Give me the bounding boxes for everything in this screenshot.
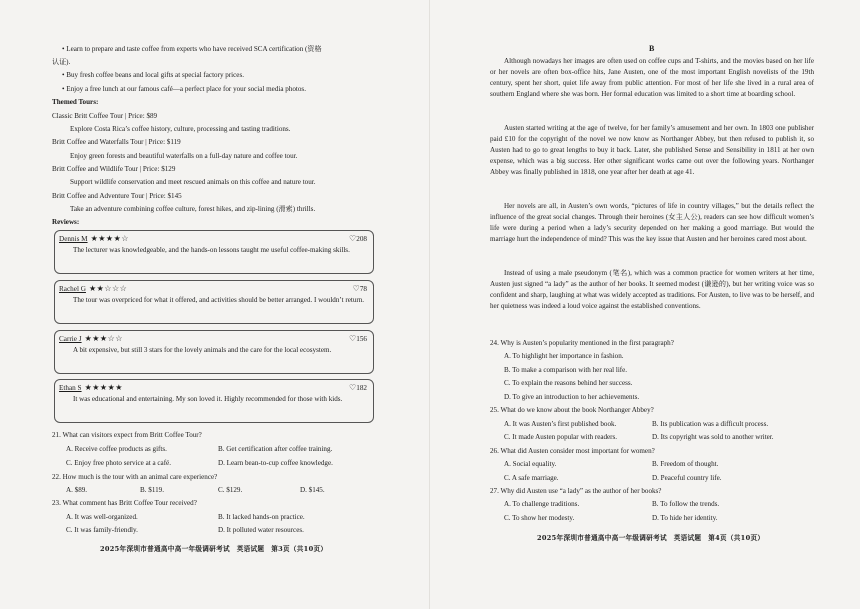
answer-option: B. $119.: [140, 486, 164, 494]
heart-icon: ♡: [349, 234, 357, 243]
answer-option: D. Learn bean-to-cup coffee knowledge.: [218, 459, 333, 467]
passage-paragraph: Instead of using a male pseudonym (笔名), which was a common practice for women writers at her time, Austen just signed “a lady” as the author of her books. It seemed modest (谦逊的), but her writing voice was so confident and sharp, laughing at what was widely accepted as traditions. For Austen, to live was to be herself, and her quietness was indeed a loud voice against the established conventions.: [490, 269, 814, 311]
answer-option: A. To highlight her importance in fashion.: [504, 352, 624, 360]
tour-title: Britt Coffee and Waterfalls Tour | Price: $119: [52, 138, 181, 146]
answer-option: C. It made Austen popular with readers.: [504, 433, 618, 441]
star-rating-icon: ★★★★☆: [90, 234, 129, 243]
answer-option: D. $145.: [300, 486, 325, 494]
like-count: 182: [356, 384, 367, 392]
reviewer-name: Ethan S: [59, 384, 82, 392]
bullet-beans: • Buy fresh coffee beans and local gifts at special factory prices.: [62, 71, 244, 79]
answer-option: D. To hide her identity.: [652, 514, 718, 522]
review-card: [54, 230, 374, 274]
bullet-lunch: • Enjoy a free lunch at our famous café—a perfect place for your social media photos.: [62, 85, 306, 93]
star-rating-icon: ★★☆☆☆: [88, 284, 128, 293]
bullet-certification: • Learn to prepare and taste coffee from experts who have received SCA certification (资格: [62, 45, 322, 53]
review-card: [54, 280, 374, 324]
answer-option: C. To show her modesty.: [504, 514, 575, 522]
reviews-heading: Reviews:: [52, 218, 80, 226]
answer-option: B. Freedom of thought.: [652, 460, 719, 468]
answer-option: A. It was well-organized.: [66, 513, 138, 521]
answer-option: B. To make a comparison with her real life.: [504, 366, 628, 374]
answer-option: A. Receive coffee products as gifts.: [66, 445, 167, 453]
like-count: 156: [356, 335, 367, 343]
question-stem: 22. How much is the tour with an animal care experience?: [52, 473, 218, 481]
star-rating-icon: ★★★★★: [84, 383, 123, 392]
answer-option: D. It polluted water resources.: [218, 526, 304, 534]
tour-title: Britt Coffee and Wildlife Tour | Price: $129: [52, 165, 176, 173]
passage-paragraph: Although nowadays her images are often used on coffee cups and T-shirts, and the movies based on her life or her novels are often box-office hits, Jane Austen, one of the most important English novelists of the 19th century, spent her short, quiet life away from public attention. For most of her life she lived in a rural area of southern England where she was born. Her formal education was limited to a short time at boarding school.: [490, 57, 814, 99]
bullet-certification-cont: 认证).: [52, 58, 71, 66]
tour-desc: Take an adventure combining coffee culture, forest hikes, and zip-lining (滑索) thrills.: [70, 205, 316, 213]
review-text: It was educational and entertaining. My son loved it. Highly recommended for those with kids.: [73, 395, 343, 403]
answer-option: C. Enjoy free photo service at a café.: [66, 459, 171, 467]
like-count: 78: [359, 285, 367, 293]
heart-icon: ♡: [349, 383, 357, 392]
question-stem: 26. What did Austen consider most important for women?: [490, 447, 655, 455]
page-footer: 2025年深圳市普通高中高一年级调研考试 英语试题 第3页（共10页）: [100, 545, 328, 553]
answer-option: B. To follow the trends.: [652, 500, 720, 508]
answer-option: C. It was family-friendly.: [66, 526, 138, 534]
star-rating-icon: ★★★☆☆: [84, 334, 123, 343]
heart-icon: ♡: [352, 284, 360, 293]
review-card: [54, 330, 374, 374]
answer-option: D. Its copyright was sold to another writer.: [652, 433, 774, 441]
answer-option: B. Its publication was a difficult process.: [652, 420, 769, 428]
review-text: The lecturer was knowledgeable, and the hands-on lessons taught me useful coffee-making skills.: [73, 246, 350, 254]
tour-desc: Explore Costa Rica’s coffee history, culture, processing and tasting traditions.: [70, 125, 291, 133]
answer-option: C. $129.: [218, 486, 243, 494]
review-card: [54, 379, 374, 423]
question-stem: 27. Why did Austen use “a lady” as the author of her books?: [490, 487, 662, 495]
answer-option: A. $89.: [66, 486, 88, 494]
answer-option: D. Peaceful country life.: [652, 474, 722, 482]
section-label: B: [649, 44, 655, 53]
tour-desc: Enjoy green forests and beautiful waterfalls on a full-day nature and coffee tour.: [70, 152, 298, 160]
answer-option: B. Get certification after coffee training.: [218, 445, 333, 453]
review-text: A bit expensive, but still 3 stars for the lovely animals and the care for the local ecosystem.: [73, 346, 332, 354]
answer-option: C. A safe marriage.: [504, 474, 559, 482]
tour-desc: Support wildlife conservation and meet rescued animals on this coffee and nature tour.: [70, 178, 316, 186]
answer-option: A. To challenge traditions.: [504, 500, 580, 508]
right-page: [430, 0, 860, 609]
like-count: 208: [356, 235, 367, 243]
answer-option: C. To explain the reasons behind her success.: [504, 379, 633, 387]
answer-option: D. To give an introduction to her achievements.: [504, 393, 640, 401]
reviewer-name: Dennis M: [59, 235, 88, 243]
tour-title: Britt Coffee and Adventure Tour | Price: $145: [52, 192, 182, 200]
reviewer-name: Rachel G: [59, 285, 86, 293]
passage-paragraph: Austen started writing at the age of twelve, for her family’s amusement and her own. In 1803 one publisher paid £10 for the copyright of the novel we now know as Northanger Abbey, but then refused to publish it, so Austen had to go to great lengths to buy it back. Later, she published Sense and Sensibility in 1811 at her own expense, which was a big success. Her other significant works came out over the following years. Northanger Abbey was finally published in 1818, one year after her death at age 41.: [490, 124, 814, 177]
question-stem: 25. What do we know about the book Northanger Abbey?: [490, 406, 654, 414]
answer-option: B. It lacked hands-on practice.: [218, 513, 305, 521]
tour-title: Classic Britt Coffee Tour | Price: $89: [52, 112, 158, 120]
passage-paragraph: Her novels are all, in Austen’s own words, “pictures of life in country villages,” but the details reflect the influence of the great social changes. Through their heroines (女主人公), readers can see how difficult women’s life were during a period when a lady’s security depended on her making a good marriage. But would the marriage hurt the independence of mind? This was the key issue that Austen and her heroines cared most about.: [490, 202, 814, 244]
question-stem: 24. Why is Austen’s popularity mentioned in the first paragraph?: [490, 339, 674, 347]
answer-option: A. Social equality.: [504, 460, 557, 468]
themed-tours-heading: Themed Tours:: [52, 98, 99, 106]
answer-option: A. It was Austen’s first published book.: [504, 420, 617, 428]
page-footer: 2025年深圳市普通高中高一年级调研考试 英语试题 第4页（共10页）: [537, 534, 765, 542]
question-stem: 21. What can visitors expect from Britt Coffee Tour?: [52, 431, 202, 439]
heart-icon: ♡: [349, 334, 357, 343]
review-text: The tour was overpriced for what it offered, and activities should be better arranged. I wouldn’t return.: [73, 296, 365, 304]
reviewer-name: Carrie J: [59, 335, 82, 343]
question-stem: 23. What comment has Britt Coffee Tour received?: [52, 499, 197, 507]
